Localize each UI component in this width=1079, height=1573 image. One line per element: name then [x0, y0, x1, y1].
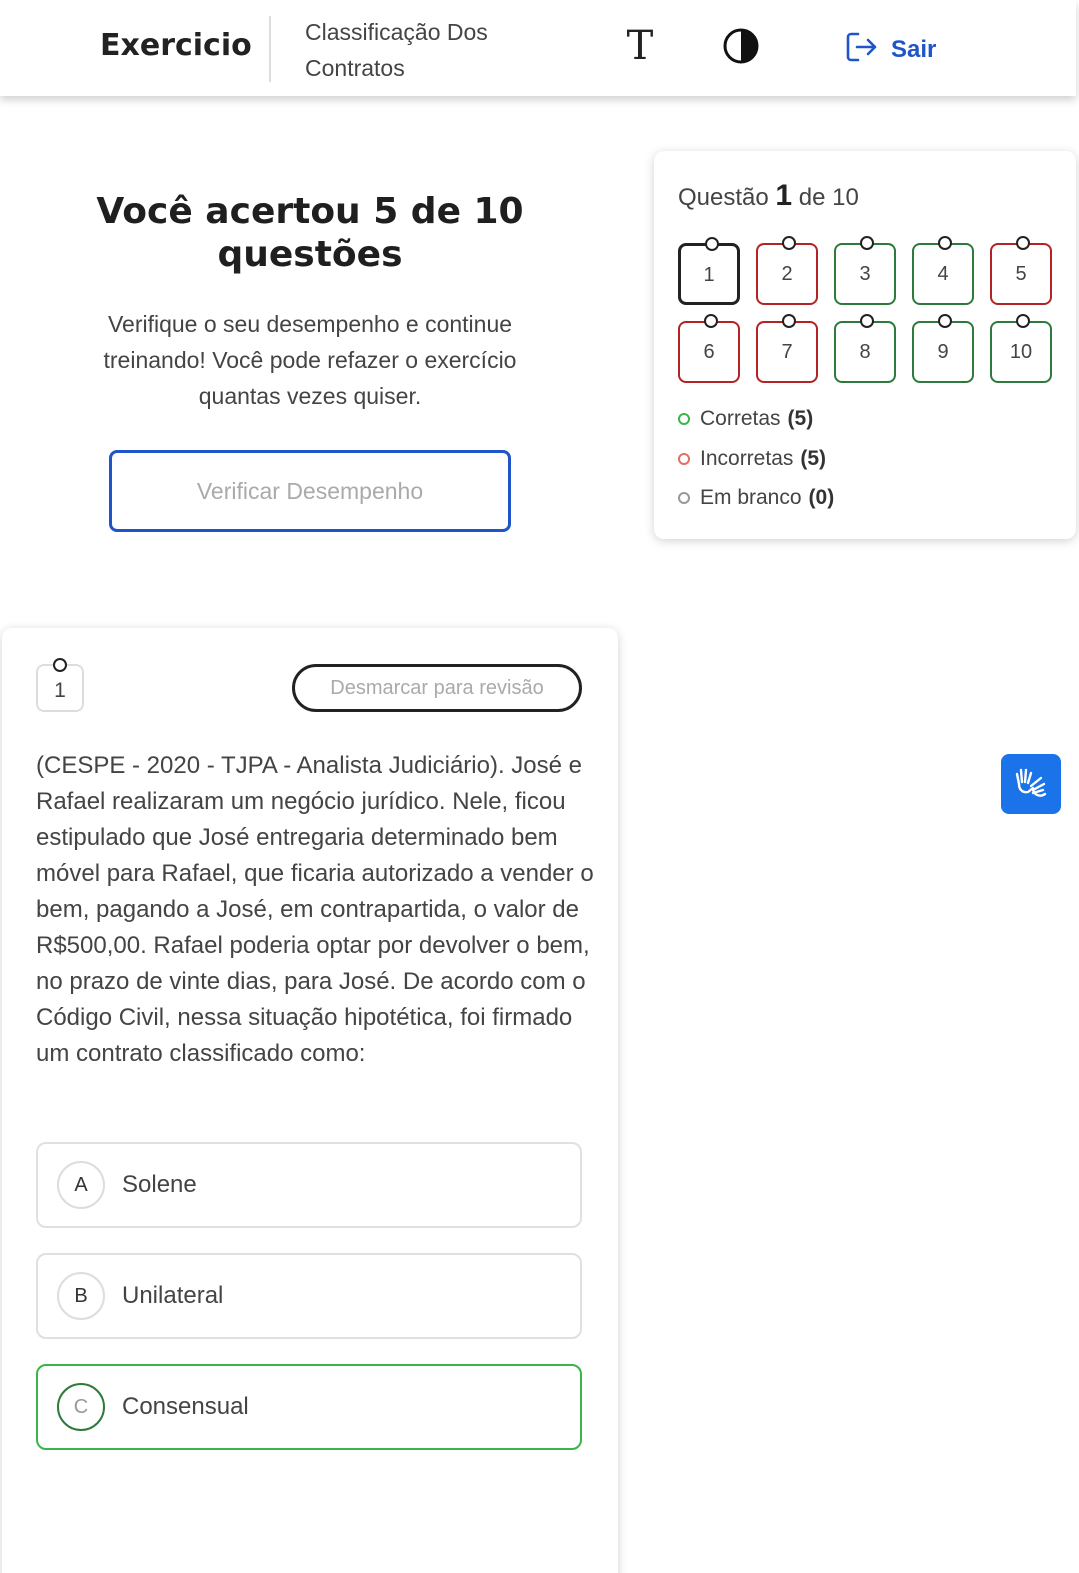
- unmark-review-button[interactable]: Desmarcar para revisão: [292, 664, 582, 712]
- check-performance-button[interactable]: Verificar Desempenho: [109, 450, 511, 532]
- bookmark-icon: [938, 236, 952, 250]
- contrast-icon[interactable]: [722, 27, 760, 65]
- blank-dot-icon: [678, 492, 690, 504]
- question-box-number: 8: [859, 341, 871, 363]
- correct-dot-icon: [678, 413, 690, 425]
- question-box-3[interactable]: [834, 243, 896, 305]
- result-title: Você acertou 5 de 10 questões: [96, 191, 524, 275]
- question-box-number: 10: [1009, 341, 1033, 363]
- bookmark-icon: [1016, 236, 1030, 250]
- legend-incorrect: [678, 447, 826, 471]
- question-box-10[interactable]: [990, 321, 1052, 383]
- question-box-number: 2: [781, 263, 793, 285]
- legend-blank-label: Em branco: [700, 486, 802, 509]
- legend-incorrect-label: Incorretas: [700, 447, 794, 470]
- question-box-7[interactable]: [756, 321, 818, 383]
- exercise-subtitle: Classificação Dos Contratos: [305, 19, 488, 81]
- sign-language-icon: [1011, 762, 1051, 807]
- navigator-title: [678, 179, 859, 213]
- question-text: (CESPE - 2020 - TJPA - Analista Judiciário). José e Rafael realizaram um negócio jurídico. Nele, ficou estipulado que José entregaria determinado bem móvel para Rafael, que ficaria autorizado a vender o bem, pagando a José, em contrapartida, o valor de R$500,00. Rafael poderia optar por devolver o bem, no prazo de vinte dias, para José. De acordo com o Código Civil, nessa situação hipotética, foi firmado um contrato classificado como:: [36, 752, 594, 1067]
- bookmark-icon: [860, 314, 874, 328]
- bookmark-icon: [1016, 314, 1030, 328]
- navigator-prefix: Questão: [678, 184, 769, 211]
- header-divider: [269, 16, 271, 82]
- navigator-suffix: de 10: [798, 184, 859, 211]
- question-box-1[interactable]: [678, 243, 740, 305]
- question-number: 1: [54, 679, 66, 702]
- question-box-number: 7: [781, 341, 793, 363]
- question-box-2[interactable]: [756, 243, 818, 305]
- result-description: Verifique o seu desempenho e continue treinando! Você pode refazer o exercício quantas vezes quiser.: [103, 311, 517, 409]
- bookmark-icon: [704, 314, 718, 328]
- bookmark-icon: [938, 314, 952, 328]
- question-box-8[interactable]: [834, 321, 896, 383]
- legend-blank: [678, 486, 834, 510]
- incorrect-dot-icon: [678, 453, 690, 465]
- bookmark-icon: [705, 237, 719, 251]
- question-box-number: 1: [703, 264, 715, 286]
- bookmark-icon: [53, 658, 67, 672]
- exit-label: Sair: [891, 35, 937, 63]
- legend-correct-label: Corretas: [700, 407, 781, 430]
- legend-blank-count: (0): [808, 486, 835, 509]
- brand-title: Exercicio: [100, 28, 252, 63]
- top-header: [0, 0, 1076, 96]
- option-c[interactable]: [36, 1364, 582, 1450]
- option-b[interactable]: [36, 1253, 582, 1339]
- option-letter: B: [57, 1272, 105, 1320]
- legend-correct-count: (5): [787, 407, 814, 430]
- question-card: [2, 628, 618, 1573]
- question-box-number: 5: [1015, 263, 1027, 285]
- option-text: Unilateral: [122, 1282, 224, 1309]
- bookmark-icon: [782, 314, 796, 328]
- question-box-9[interactable]: [912, 321, 974, 383]
- option-letter: A: [57, 1161, 105, 1209]
- option-letter: C: [57, 1383, 105, 1431]
- bookmark-icon: [782, 236, 796, 250]
- legend-correct: [678, 407, 813, 431]
- option-a[interactable]: [36, 1142, 582, 1228]
- question-box-number: 6: [703, 341, 715, 363]
- current-question-number: 1: [775, 179, 793, 212]
- question-box-5[interactable]: [990, 243, 1052, 305]
- font-size-icon[interactable]: T: [626, 23, 654, 69]
- question-box-6[interactable]: [678, 321, 740, 383]
- question-box-number: 9: [937, 341, 949, 363]
- bookmark-icon: [860, 236, 874, 250]
- question-navigator: [654, 151, 1076, 539]
- exit-button[interactable]: [845, 30, 936, 69]
- question-box-number: 3: [859, 263, 871, 285]
- option-text: Solene: [122, 1171, 197, 1198]
- question-box-number: 4: [937, 263, 949, 285]
- question-box-4[interactable]: [912, 243, 974, 305]
- exit-icon: [845, 30, 879, 69]
- option-text: Consensual: [122, 1393, 249, 1420]
- sign-language-button[interactable]: [1001, 754, 1061, 814]
- legend-incorrect-count: (5): [800, 447, 827, 470]
- question-number-badge: [36, 664, 84, 712]
